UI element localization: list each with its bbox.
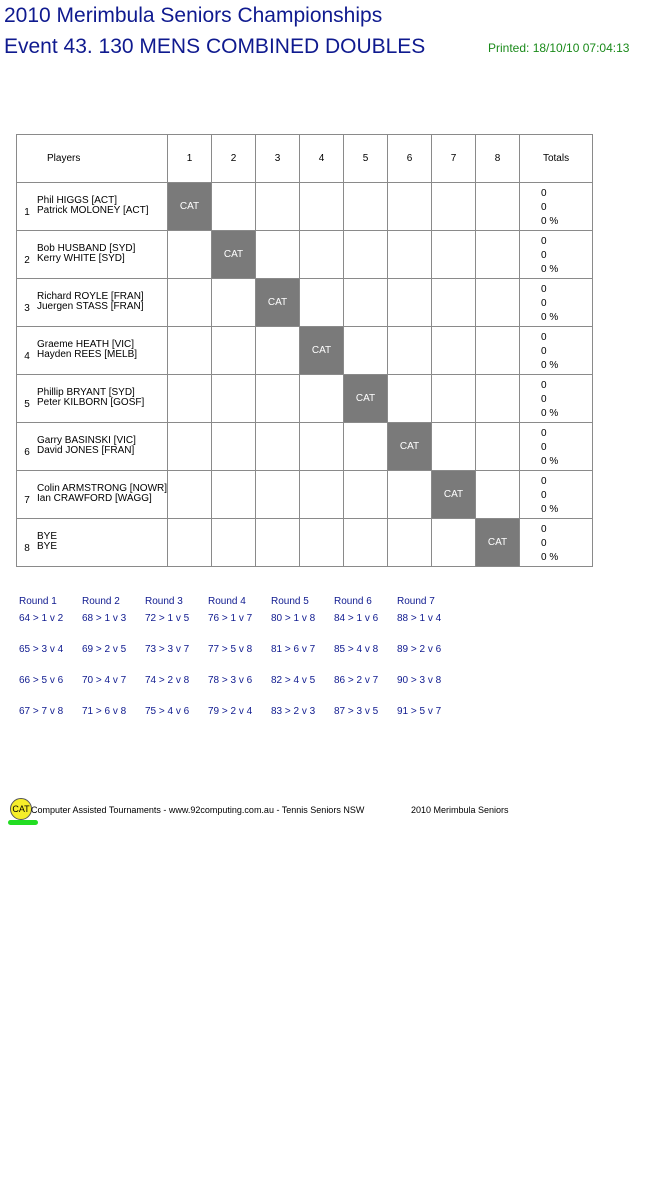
footer <box>8 798 568 828</box>
match-item: 91 > 5 v 7 <box>397 706 442 717</box>
col-header-5: 5 <box>344 135 388 183</box>
total-wins: 0 <box>541 235 547 247</box>
result-cell <box>388 279 432 327</box>
result-cell <box>212 423 256 471</box>
result-cell <box>388 471 432 519</box>
result-cell <box>476 231 520 279</box>
result-cell <box>212 327 256 375</box>
printed-timestamp: Printed: 18/10/10 07:04:13 <box>488 41 630 55</box>
total-wins: 0 <box>541 331 547 343</box>
totals-cell <box>520 183 593 231</box>
seed-number: 1 <box>24 207 30 218</box>
result-cell <box>256 471 300 519</box>
player-two: Ian CRAWFORD [WAGG] <box>37 493 152 504</box>
total-wins: 0 <box>541 427 547 439</box>
result-cell <box>300 519 344 567</box>
table-row <box>17 231 593 279</box>
cat-cell: CAT <box>168 183 212 231</box>
result-cell <box>168 423 212 471</box>
totals-cell <box>520 519 593 567</box>
result-cell <box>344 471 388 519</box>
table-row <box>17 327 593 375</box>
total-games: 0 <box>541 297 547 309</box>
footer-text: Computer Assisted Tournaments - www.92computing.com.au - Tennis Seniors NSW <box>31 805 365 815</box>
player-one: Graeme HEATH [VIC] <box>37 339 135 350</box>
total-wins: 0 <box>541 475 547 487</box>
totals-cell <box>520 327 593 375</box>
result-cell <box>256 423 300 471</box>
col-header-7: 7 <box>432 135 476 183</box>
col-header-2: 2 <box>212 135 256 183</box>
result-cell <box>476 183 520 231</box>
result-cell <box>168 327 212 375</box>
result-cell <box>212 279 256 327</box>
result-cell <box>300 375 344 423</box>
col-header-6: 6 <box>388 135 432 183</box>
total-percent: 0 % <box>541 359 559 371</box>
result-cell <box>432 327 476 375</box>
match-item: 78 > 3 v 6 <box>208 675 253 686</box>
cat-cell: CAT <box>388 423 432 471</box>
cat-cell: CAT <box>432 471 476 519</box>
match-item: 75 > 4 v 6 <box>145 706 190 717</box>
result-cell <box>168 519 212 567</box>
match-item: 86 > 2 v 7 <box>334 675 379 686</box>
player-one: Phillip BRYANT [SYD] <box>37 387 135 398</box>
totals-cell <box>520 423 593 471</box>
totals-cell <box>520 375 593 423</box>
result-cell <box>344 231 388 279</box>
player-one: Bob HUSBAND [SYD] <box>37 243 136 254</box>
match-item: 67 > 7 v 8 <box>19 706 64 717</box>
player-two: Patrick MOLONEY [ACT] <box>37 205 149 216</box>
match-item: 85 > 4 v 8 <box>334 644 379 655</box>
event-title: Event 43. 130 MENS COMBINED DOUBLES <box>4 35 426 58</box>
player-cell <box>17 471 168 519</box>
match-item: 65 > 3 v 4 <box>19 644 64 655</box>
match-item: 74 > 2 v 8 <box>145 675 190 686</box>
result-cell <box>344 183 388 231</box>
round-header: Round 1 <box>19 596 57 607</box>
col-header-1: 1 <box>168 135 212 183</box>
result-cell <box>168 471 212 519</box>
seed-number: 2 <box>24 255 30 266</box>
match-item: 73 > 3 v 7 <box>145 644 190 655</box>
table-header-row <box>17 135 593 183</box>
table-row <box>17 279 593 327</box>
player-cell <box>17 183 168 231</box>
result-cell <box>256 519 300 567</box>
result-cell <box>344 519 388 567</box>
match-item: 79 > 2 v 4 <box>208 706 253 717</box>
table-row <box>17 519 593 567</box>
player-cell <box>17 327 168 375</box>
total-percent: 0 % <box>541 503 559 515</box>
seed-number: 8 <box>24 543 30 554</box>
total-wins: 0 <box>541 283 547 295</box>
result-cell <box>300 471 344 519</box>
totals-cell <box>520 279 593 327</box>
total-percent: 0 % <box>541 215 559 227</box>
total-wins: 0 <box>541 523 547 535</box>
table-row <box>17 183 593 231</box>
player-one: Phil HIGGS [ACT] <box>37 195 118 206</box>
round-robin-table <box>16 134 593 567</box>
result-cell <box>432 375 476 423</box>
seed-number: 7 <box>24 495 30 506</box>
match-item: 80 > 1 v 8 <box>271 613 316 624</box>
match-item: 83 > 2 v 3 <box>271 706 316 717</box>
result-cell <box>476 375 520 423</box>
result-cell <box>344 327 388 375</box>
seed-number: 3 <box>24 303 30 314</box>
player-cell <box>17 231 168 279</box>
cat-cell: CAT <box>476 519 520 567</box>
player-two: BYE <box>37 541 58 552</box>
col-header-8: 8 <box>476 135 520 183</box>
round-header: Round 2 <box>82 596 120 607</box>
result-cell <box>212 519 256 567</box>
result-cell <box>388 327 432 375</box>
match-item: 90 > 3 v 8 <box>397 675 442 686</box>
player-two: Juergen STASS [FRAN] <box>37 301 144 312</box>
match-item: 66 > 5 v 6 <box>19 675 64 686</box>
result-cell <box>388 231 432 279</box>
player-cell <box>17 519 168 567</box>
match-item: 76 > 1 v 7 <box>208 613 253 624</box>
round-header: Round 7 <box>397 596 435 607</box>
match-item: 87 > 3 v 5 <box>334 706 379 717</box>
match-item: 77 > 5 v 8 <box>208 644 253 655</box>
seed-number: 5 <box>24 399 30 410</box>
match-item: 72 > 1 v 5 <box>145 613 190 624</box>
player-cell <box>17 375 168 423</box>
result-cell <box>476 423 520 471</box>
result-cell <box>212 471 256 519</box>
result-cell <box>344 423 388 471</box>
match-item: 70 > 4 v 7 <box>82 675 127 686</box>
result-cell <box>256 375 300 423</box>
col-header-3: 3 <box>256 135 300 183</box>
cat-cell: CAT <box>300 327 344 375</box>
total-percent: 0 % <box>541 551 559 563</box>
player-cell <box>17 279 168 327</box>
seed-number: 6 <box>24 447 30 458</box>
result-cell <box>300 183 344 231</box>
page-title: 2010 Merimbula Seniors Championships <box>4 4 383 27</box>
result-cell <box>344 279 388 327</box>
seed-number: 4 <box>24 351 30 362</box>
result-cell <box>476 279 520 327</box>
match-item: 89 > 2 v 6 <box>397 644 442 655</box>
round-header: Round 4 <box>208 596 246 607</box>
result-cell <box>432 183 476 231</box>
match-item: 81 > 6 v 7 <box>271 644 316 655</box>
player-one: BYE <box>37 531 58 542</box>
table-row <box>17 375 593 423</box>
result-cell <box>300 423 344 471</box>
player-one: Colin ARMSTRONG [NOWR] <box>37 483 168 494</box>
match-item: 64 > 1 v 2 <box>19 613 64 624</box>
match-item: 84 > 1 v 6 <box>334 613 379 624</box>
totals-cell <box>520 471 593 519</box>
result-cell <box>432 519 476 567</box>
totals-header: Totals <box>520 135 593 183</box>
total-games: 0 <box>541 489 547 501</box>
round-header: Round 3 <box>145 596 183 607</box>
match-item: 69 > 2 v 5 <box>82 644 127 655</box>
player-two: Kerry WHITE [SYD] <box>37 253 125 264</box>
table-row <box>17 471 593 519</box>
total-percent: 0 % <box>541 407 559 419</box>
result-cell <box>476 327 520 375</box>
result-cell <box>476 471 520 519</box>
player-two: David JONES [FRAN] <box>37 445 135 456</box>
match-item: 88 > 1 v 4 <box>397 613 442 624</box>
logo-underline <box>8 820 38 825</box>
result-cell <box>212 375 256 423</box>
total-percent: 0 % <box>541 263 559 275</box>
player-two: Peter KILBORN [GOSF] <box>37 397 145 408</box>
total-wins: 0 <box>541 187 547 199</box>
player-one: Richard ROYLE [FRAN] <box>37 291 144 302</box>
result-cell <box>168 231 212 279</box>
player-one: Garry BASINSKI [VIC] <box>37 435 136 446</box>
result-cell <box>432 423 476 471</box>
total-games: 0 <box>541 393 547 405</box>
result-cell <box>432 279 476 327</box>
total-percent: 0 % <box>541 455 559 467</box>
round-header: Round 6 <box>334 596 372 607</box>
table-row <box>17 423 593 471</box>
total-games: 0 <box>541 201 547 213</box>
players-header: Players <box>17 135 168 183</box>
result-cell <box>300 279 344 327</box>
total-games: 0 <box>541 441 547 453</box>
result-cell <box>300 231 344 279</box>
result-cell <box>256 231 300 279</box>
footer-event-name: 2010 Merimbula Seniors <box>411 805 509 815</box>
total-games: 0 <box>541 537 547 549</box>
player-cell <box>17 423 168 471</box>
cat-cell: CAT <box>256 279 300 327</box>
match-item: 68 > 1 v 3 <box>82 613 127 624</box>
result-cell <box>168 375 212 423</box>
total-games: 0 <box>541 345 547 357</box>
result-cell <box>388 375 432 423</box>
result-cell <box>432 231 476 279</box>
total-percent: 0 % <box>541 311 559 323</box>
col-header-4: 4 <box>300 135 344 183</box>
result-cell <box>388 519 432 567</box>
total-wins: 0 <box>541 379 547 391</box>
totals-cell <box>520 231 593 279</box>
cat-cell: CAT <box>344 375 388 423</box>
result-cell <box>388 183 432 231</box>
cat-logo-icon: CAT <box>10 798 32 820</box>
result-cell <box>212 183 256 231</box>
result-cell <box>256 327 300 375</box>
player-two: Hayden REES [MELB] <box>37 349 138 360</box>
match-item: 82 > 4 v 5 <box>271 675 316 686</box>
cat-cell: CAT <box>212 231 256 279</box>
result-cell <box>168 279 212 327</box>
total-games: 0 <box>541 249 547 261</box>
match-item: 71 > 6 v 8 <box>82 706 127 717</box>
round-header: Round 5 <box>271 596 309 607</box>
result-cell <box>256 183 300 231</box>
